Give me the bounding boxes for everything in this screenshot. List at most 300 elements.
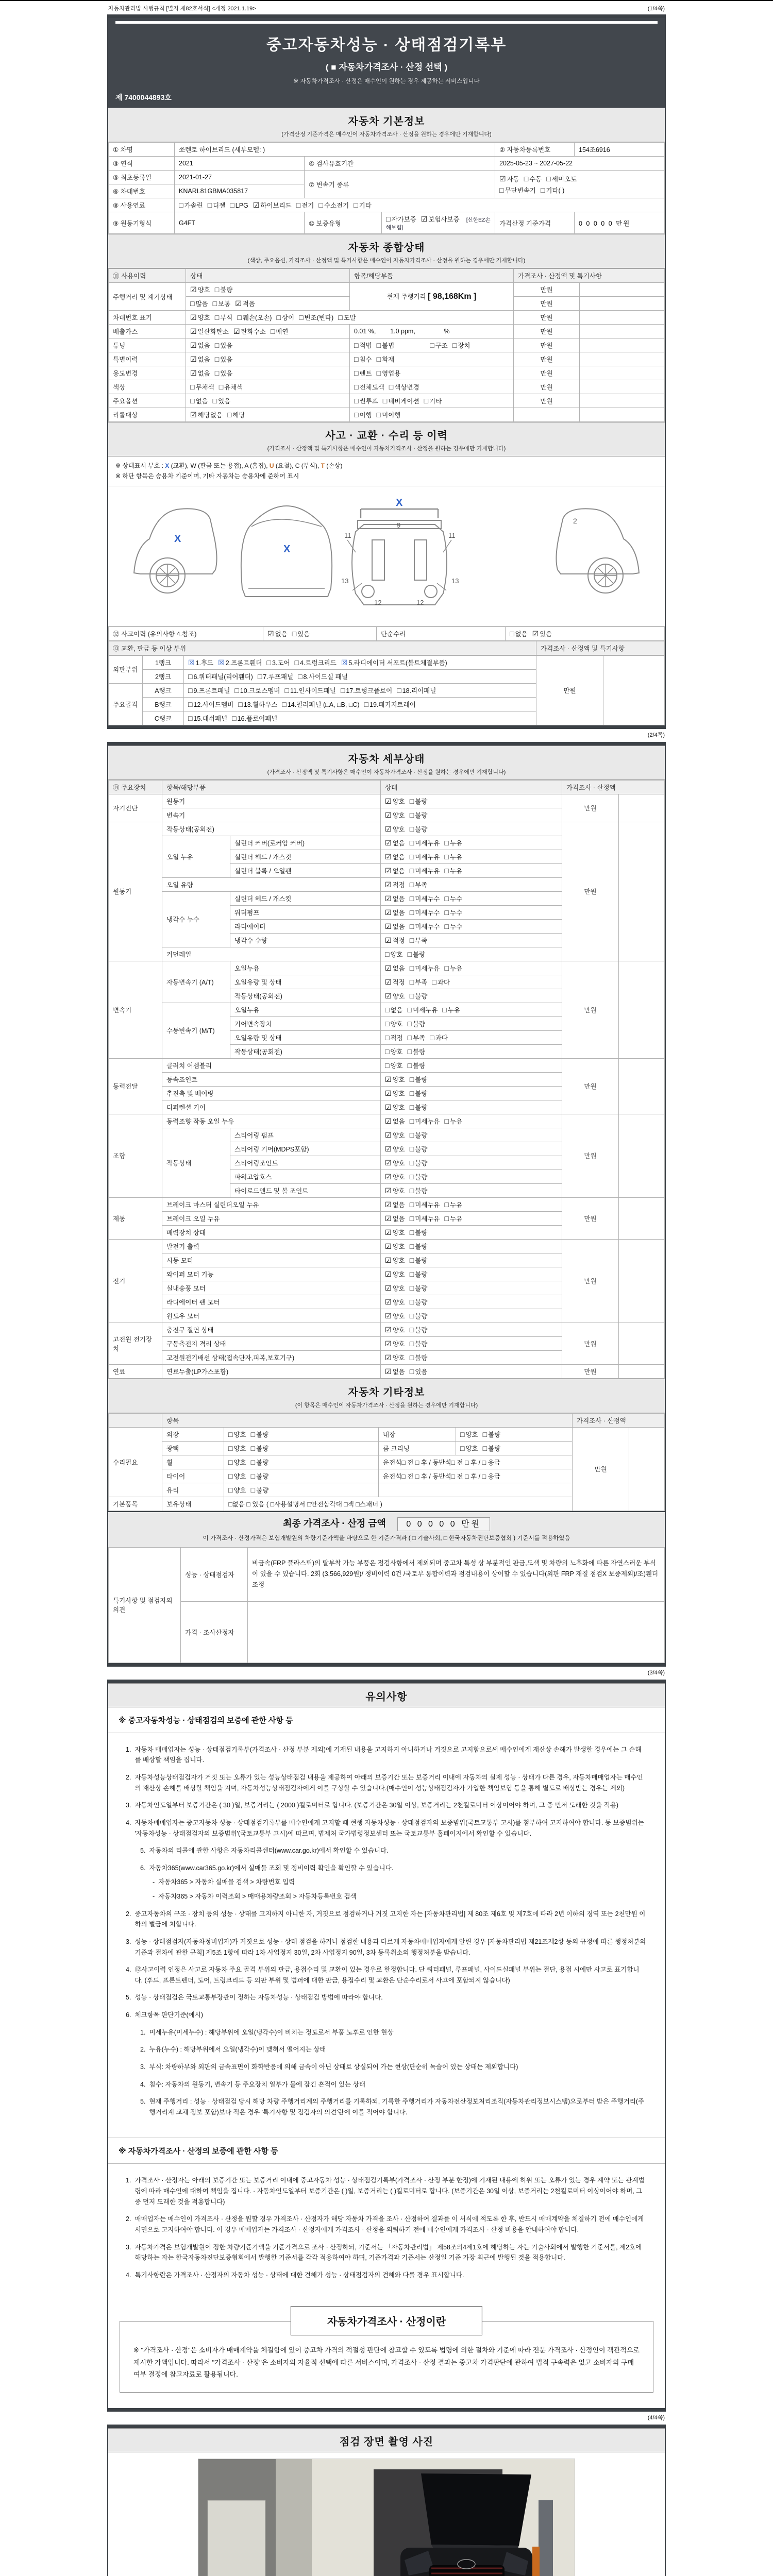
state-options (381, 1239, 562, 1253)
checkbox-empty-icon: □ (294, 658, 299, 667)
checkbox-option: ☑ 하이브리드 (253, 201, 292, 209)
car-outline-views-svg (113, 490, 660, 619)
checkbox-empty-icon: □ (228, 1485, 233, 1494)
row-value: 쏘렌토 하이브리드 (세부모델: ) (175, 143, 495, 157)
checkbox-option: ☑ 없음 (385, 1367, 405, 1376)
checkbox-empty-icon: □ (409, 1325, 414, 1334)
state-options (381, 1267, 562, 1281)
item-label: 외장 (162, 1427, 224, 1441)
remark-cell (580, 283, 665, 297)
checkbox-option: □ 미세누유 (409, 963, 440, 972)
state-options (381, 863, 562, 877)
state-options (381, 1170, 562, 1183)
checkbox-option: □ 양호 (228, 1485, 246, 1494)
row-label: 차대번호 표기 (109, 311, 186, 325)
checkbox-option: □ 15.대쉬패널 (188, 714, 228, 722)
state-options (381, 1142, 562, 1156)
price-cell: 만원 (514, 311, 580, 325)
diagram-number-13b: 13 (451, 577, 459, 585)
checkbox-empty-icon: □ (179, 201, 183, 209)
remark-cell (619, 822, 665, 961)
checkbox-option: ☑ 없음 (385, 838, 405, 847)
remark-cell (629, 1427, 665, 1511)
checkbox-empty-icon: □ (354, 383, 359, 391)
simple-repair-options (506, 626, 665, 640)
item-label: 오일유량 및 상태 (230, 1030, 381, 1044)
checkbox-option: □ 불량 (409, 1144, 428, 1153)
state-options (224, 1441, 379, 1455)
notice-block2-header: ※ 자동차가격조사 · 산정의 보증에 관한 사항 등 (108, 2138, 665, 2164)
checkbox-empty-icon: □ (376, 369, 381, 377)
row-label: ⑩ 보증유형 (305, 212, 382, 234)
checkbox-empty-icon: □ (354, 201, 358, 209)
remark-cell (603, 655, 665, 725)
remark-cell (580, 325, 665, 338)
state-options (381, 1211, 562, 1225)
checkbox-empty-icon: □ (409, 796, 414, 805)
item-label: 워터펌프 (230, 905, 381, 919)
checkbox-checked-icon: ☑ (385, 1367, 392, 1376)
checkbox-option: ☑ 양호 (385, 1172, 405, 1181)
detail-header-row: ⑭ 주요장치 항목/해당부품 상태 가격조사 · 산정액 (109, 780, 665, 794)
item-label: 실린더 블록 / 오일팬 (230, 863, 381, 877)
page-indicator: (4/4쪽) (647, 2414, 665, 2421)
item-label: 파워고압호스 (230, 1170, 381, 1183)
checkbox-empty-icon: □ (385, 1061, 390, 1070)
checkbox-option: ☑ 양호 (385, 1297, 405, 1306)
checkbox-empty-icon: □ (234, 686, 239, 694)
checkbox-option: □ 양호 (228, 1444, 246, 1452)
checkbox-option: □ 영업용 (376, 369, 401, 377)
detail-row (109, 1239, 665, 1253)
item-label: 스티어링 펌프 (230, 1128, 381, 1142)
checkbox-option: □ 17.트렁크플로어 (340, 686, 393, 694)
item-label: 타이로드엔드 및 볼 조인트 (230, 1183, 381, 1197)
item-label: 고전원전기배선 상태(접속단자,피복,보호기구) (162, 1350, 381, 1364)
state-options (381, 1114, 562, 1128)
checkbox-option: ☑ 적정 (385, 977, 405, 986)
state-options (381, 891, 562, 905)
notice-item: 6. 체크항목 판단기준(예시) (126, 2011, 203, 2019)
overall-row (109, 408, 665, 422)
checkbox-empty-icon: □ (407, 950, 412, 958)
photo-front-svg (198, 2459, 575, 2576)
checkbox-empty-icon: □ (409, 908, 414, 917)
checkbox-option: □ 이행 (354, 411, 372, 419)
checkbox-option: ☑ 해당없음 (190, 411, 223, 419)
state-code-A: A (244, 462, 248, 469)
checkbox-option: ☑ 없음 (190, 341, 210, 349)
checkbox-empty-icon: □ (409, 880, 414, 889)
checkbox-empty-icon: □ (376, 341, 381, 349)
checkbox-empty-icon: □ (214, 341, 220, 349)
price-cell: 만원 (562, 1058, 619, 1114)
checkbox-option: □ 미세누유 (409, 838, 440, 847)
notice-item: 5. 성능 · 상태점검은 국토교통부장관이 정하는 자동차성능 · 상태점검 방법에 따라야 합니다. (126, 1994, 383, 2002)
row-label: 색상 (109, 380, 186, 394)
checkbox-checked-icon: ☑ (385, 1158, 392, 1167)
checkbox-option: □ 불량 (409, 1228, 428, 1236)
checkbox-checked-icon: ☑ (532, 629, 539, 638)
detail-row (109, 822, 665, 836)
checkbox-option: □ 양호 (228, 1471, 246, 1480)
checkbox-checked-icon: ☑ (385, 796, 392, 805)
panel-items (184, 683, 536, 697)
checkbox-checked-icon: ☑ (385, 1116, 392, 1125)
inspection-photo-front (198, 2459, 575, 2576)
item-label: 룸 크리닝 (379, 1441, 456, 1455)
checkbox-empty-icon: □ (444, 1116, 449, 1125)
checkbox-option: □ 불량 (409, 991, 428, 1000)
checkbox-option: □ 가솔린 (179, 201, 203, 209)
row-label: ③ 연식 (109, 157, 175, 171)
item-label: 브레이크 오일 누유 (162, 1211, 381, 1225)
state-options (381, 1100, 562, 1114)
checkbox-empty-icon: □ (354, 355, 359, 363)
item-label: 라디에이터 팬 모터 (162, 1295, 381, 1309)
checkbox-option: □ 렌트 (354, 369, 372, 377)
checkbox-option: □ 보통 (212, 299, 231, 308)
checkbox-option: □ 변조(변타) (299, 313, 334, 321)
item-options: □없음 □ 있음 ( □사용설명서 □안전삼각대 □잭 □스패너 ) (224, 1497, 573, 1511)
table-row (109, 198, 665, 212)
item-group-label: 냉각수 누수 (162, 891, 230, 947)
checkbox-empty-icon: □ (385, 1005, 390, 1014)
checkbox-empty-icon: □ (228, 1444, 233, 1452)
checkbox-empty-icon: □ (409, 1186, 414, 1195)
item-label: 실내송풍 모터 (162, 1281, 381, 1295)
notice-item: 4. ⑫사고이력 인정은 사고로 자동차 주요 골격 부위의 판금, 용접수리 및 교환이 있는 경우로 한정합니다. 단 쿼터패널, 루프패널, 사이드실패널 부위는 절단, 용접 시에만 사고로 표기합니다. (후드, 프론트펜더, 도어, 트렁크리드 등 외판 부위 및 범퍼에 대한 판금, 용접수리 및 교환은 단순수리로서 사고에 포함되지 않습니다) (126, 1966, 640, 1984)
checkbox-empty-icon: □ (228, 1430, 233, 1438)
panel-items (184, 697, 536, 711)
checkbox-option: □ 수소전기 (318, 201, 349, 209)
state-code-C: C (295, 462, 300, 469)
checkbox-option: ☑ 양호 (190, 285, 210, 294)
checkbox-option: □ 양호 (228, 1430, 246, 1438)
checkbox-option: □ 미세누유 (409, 1200, 440, 1209)
price-cell: 만원 (514, 325, 580, 338)
checkbox-empty-icon: □ (444, 894, 449, 903)
mileage-cell: 현재 주행거리 [ 98,168Km ] (350, 283, 514, 311)
checkbox-checked-icon: ☑ (385, 1256, 392, 1264)
overall-state-note: (색상, 주요옵션, 가격조사 · 산정액 및 특기사항은 매수인이 자동차가격조사 · 산정을 원하는 경우에만 기재합니다) (247, 258, 526, 264)
checkbox-option: □ 불량 (409, 1103, 428, 1111)
notice-item: 3. 자동차인도일부터 보증기간은 ( 30 )일, 보증거리는 ( 2000 )킬로미터로 합니다. (보증기간은 30일 이상, 보증거리는 2천킬로미터 이상이어야 하며, 그 중 먼저 도래한 것을 적용) (126, 1802, 619, 1809)
checkbox-checked-icon: ☑ (385, 1200, 392, 1209)
accident-history-note: (가격조사 · 산정액 및 특기사항은 매수인이 자동차가격조사 · 산정을 원하는 경우에만 기재합니다) (267, 446, 506, 452)
final-price-label: 최종 가격조사 · 산정 금액 (283, 1518, 386, 1529)
price-cell: 만원 (562, 961, 619, 1058)
checkbox-option: ☑ 없음 (385, 963, 405, 972)
checkbox-option: □ 전체도색 (354, 383, 384, 391)
checkbox-option: □ 있음 (214, 341, 233, 349)
row-label: 가격산정 기준가격 (495, 212, 575, 234)
checkbox-empty-icon: □ (424, 397, 429, 405)
checkbox-empty-icon: □ (409, 1200, 414, 1209)
row-value: 2021-01-27 (175, 171, 305, 184)
checkbox-empty-icon: □ (282, 700, 287, 708)
price-cell: 만원 (514, 297, 580, 311)
checkbox-empty-icon: □ (409, 1130, 414, 1139)
checkbox-option: □ 불량 (409, 1158, 428, 1167)
remark-cell (619, 1323, 665, 1364)
detail-row (109, 961, 665, 975)
basic-info-table (108, 142, 665, 234)
state-options (381, 1350, 562, 1364)
accident-history-header (108, 422, 665, 456)
checkbox-option: □ 기타( ) (540, 185, 565, 194)
row-value: 2025-05-23 ~ 2027-05-22 (495, 157, 665, 171)
checkbox-option: ☑ 없음 (267, 629, 288, 638)
state-options (381, 794, 562, 808)
remark-cell (619, 1114, 665, 1197)
price-cell: 만원 (514, 283, 580, 297)
item-label: 보유상태 (162, 1497, 224, 1511)
checkbox-option: □ 불량 (409, 1269, 428, 1278)
checkbox-checked-icon: ☑ (385, 1297, 392, 1306)
remark-cell (580, 408, 665, 422)
checkbox-option: □ 18.리어패널 (397, 686, 436, 694)
device-label: 제동 (109, 1197, 162, 1239)
price-cell (514, 408, 580, 422)
checkbox-empty-icon: □ (409, 922, 414, 930)
checkbox-option: ☑ 양호 (385, 1242, 405, 1250)
checkbox-option: □ 10.크로스멤버 (234, 686, 280, 694)
checkbox-empty-icon: □ (409, 1283, 414, 1292)
item-label: 실린더 커버(로커암 커버) (230, 836, 381, 850)
checkbox-empty-icon: □ (228, 1471, 233, 1480)
device-label: 전기 (109, 1239, 162, 1323)
checkbox-option: □ 불량 (409, 1256, 428, 1264)
checkbox-option: □ 3.도어 (266, 658, 290, 667)
checkbox-option: □ 있음 (409, 1367, 428, 1376)
state-options (186, 297, 350, 311)
notice-item: 4. 침수: 자동차의 원동기, 변속기 등 주요장치 일부가 물에 잠긴 흔적이 있는 상태 (140, 2080, 365, 2088)
row-label: 주행거리 및 계기상태 (109, 283, 186, 311)
price-column-head: 가격조사 · 산정액 및 특기사항 (536, 641, 665, 655)
pricing-info-title: 자동차가격조사 · 산정이란 (291, 2306, 482, 2335)
checkbox-option: □ 없음 (510, 629, 528, 638)
checkbox-empty-icon: □ (276, 313, 281, 321)
checkbox-empty-icon: □ (385, 1033, 390, 1042)
checkbox-checked-icon: ☑ (385, 810, 392, 819)
detail-row (109, 1114, 665, 1128)
checkbox-option: ☒ 1.후드 (188, 658, 214, 667)
pricing-info-box (120, 2316, 653, 2392)
price-cell: 만원 (514, 366, 580, 380)
notice-item: 4. 자동차매매업자는 중고자동차 성능 · 상태점검기록부를 매수인에게 고지할 때 현행 자동차성능 · 상태점검자의 보증범위(국토교통부 고시)를 첨부하여 고지하여야 합니다. 동 보증범위는 '자동차성능 · 상태점검자의 보증범위'(국토교통부 고시)에 따르며, 법제처 국가법령정보센터 또는 국토교통부 홈페이지에서 확인할 수 있습니다. (126, 1819, 644, 1837)
checkbox-empty-icon: □ (230, 201, 234, 209)
checkbox-empty-icon: □ (510, 629, 514, 638)
checkbox-option: □ 불량 (409, 1242, 428, 1250)
checkbox-empty-icon: □ (214, 355, 220, 363)
checkbox-empty-icon: □ (354, 369, 359, 377)
checkbox-option: □ 누유 (444, 838, 463, 847)
diagram-number-2: 2 (573, 516, 577, 525)
checkbox-option: ☒ 2.프론트휀더 (218, 658, 262, 667)
checkbox-empty-icon: □ (250, 1458, 256, 1466)
checkbox-option: □ 불량 (409, 810, 428, 819)
row-label: ⑥ 차대번호 (109, 184, 175, 198)
form-rule-reference: 자동차관리법 시행규칙 [별지 제82호서식] <개정 2021.1.19> (108, 6, 256, 12)
notice-item: 5. 자동차의 리콜에 관한 사항은 자동차리콜센터(www.car.go.kr)에서 확인할 수 있습니다. (140, 1847, 389, 1855)
notice-item: 1. 가격조사 · 산정자는 아래의 보증기간 또는 보증거리 이내에 중고자동차 성능 · 상태점검기록부(가격조사 · 산정 부분 한정)에 기재된 내용에 허위 또는 오류가 있는 경우 계약 또는 관계법령에 따라 매수인에 대하여 책임을 집니다. · 자동차인도일부터 보증기간은 ( )일, 보증거리는 ( )킬로미터로 합니다. (보증기간은 30일 이상, 보증거리는 2천킬로미터 이상이어야 하며, 그 중 먼저 도래한 것을 적용합니다) (126, 2177, 645, 2206)
remark-cell (580, 380, 665, 394)
diagram-number-13: 13 (341, 577, 349, 585)
underbody-outline (352, 524, 447, 605)
checkbox-option: □ 8.사이드실 패널 (298, 672, 348, 681)
checkbox-empty-icon: □ (397, 686, 401, 694)
checkbox-option: □ 불량 (409, 1075, 428, 1083)
checkbox-option: □ 불량 (409, 1089, 428, 1097)
checkbox-empty-icon: □ (409, 1353, 414, 1362)
accident-flag-table (108, 626, 665, 641)
checkbox-empty-icon: □ (409, 1172, 414, 1181)
checkbox-option: □ 미세누유 (407, 1005, 438, 1014)
checkbox-empty-icon: □ (190, 383, 195, 391)
checkbox-empty-icon: □ (409, 1242, 414, 1250)
checkbox-option: □ 부족 (409, 880, 428, 889)
legend-note: ※ 하단 항목은 승용차 기준이며, 기타 자동차는 승용차에 준하여 표시 (115, 472, 299, 480)
overall-state-table (108, 268, 665, 422)
checkbox-empty-icon: □ (188, 686, 193, 694)
remark-cell (619, 1239, 665, 1323)
etc-info-note: (이 항목은 매수인이 자동차가격조사 · 산정을 원하는 경우에만 기재합니다) (295, 1402, 478, 1409)
etc-header-row: 항목 가격조사 · 산정액 (109, 1413, 665, 1427)
checkbox-option: □ 11.인사이드패널 (284, 686, 336, 694)
checkbox-option: □ 장치 (452, 341, 470, 349)
checkbox-checked-icon: ☑ (385, 977, 392, 986)
state-options (381, 850, 562, 863)
item-label: 디퍼렌셜 기어 (162, 1100, 381, 1114)
remark-cell (619, 794, 665, 822)
checkbox-option: ☑ 양호 (385, 1130, 405, 1139)
row-label: ① 차명 (109, 143, 175, 157)
checkbox-option: □ 자가보증 (386, 215, 416, 223)
checkbox-empty-icon: □ (409, 1144, 414, 1153)
rank-label: 2랭크 (143, 669, 184, 683)
state-options (381, 1364, 562, 1378)
checkbox-option: ☑ 양호 (385, 824, 405, 833)
checkbox-option: □ 불량 (409, 1186, 428, 1195)
checkbox-empty-icon: □ (190, 299, 195, 308)
checkbox-option: □ 전기 (296, 201, 314, 209)
row-value: G4FT (175, 212, 305, 234)
checkbox-option: ☑ 양호 (385, 1158, 405, 1167)
checkbox-empty-icon: □ (430, 341, 434, 349)
checkbox-checked-icon: ☑ (385, 1269, 392, 1278)
row-label: 단순수리 (377, 626, 506, 640)
checkbox-option: □ 불량 (409, 1353, 428, 1362)
checkbox-empty-icon: □ (250, 1471, 256, 1480)
state-options (456, 1441, 573, 1455)
checkbox-option: ☑ 적정 (385, 880, 405, 889)
remark-cell (619, 1364, 665, 1378)
state-options (381, 836, 562, 850)
state-options (381, 1183, 562, 1197)
checkbox-option: □ 미세누유 (409, 852, 440, 861)
state-options (381, 947, 562, 961)
checkbox-empty-icon: □ (409, 838, 414, 847)
checkbox-option: □ 미이행 (376, 411, 401, 419)
checkbox-option: □ 부족 (409, 977, 428, 986)
checkbox-option: □ 해당 (227, 411, 245, 419)
checkbox-option: □ 썬루프 (354, 397, 378, 405)
checkbox-option: ☑ 없음 (385, 894, 405, 903)
item-options (350, 338, 514, 352)
table-row (109, 641, 665, 655)
checkbox-option: □ 미세누수 (409, 894, 440, 903)
checkbox-empty-icon: □ (207, 201, 212, 209)
checkbox-option: ☑ 없음 (385, 1116, 405, 1125)
checkbox-option: □ 부족 (409, 936, 428, 944)
price-cell: 만원 (562, 1364, 619, 1378)
checkbox-empty-icon: □ (409, 1089, 414, 1097)
price-cell: 만원 (562, 1323, 619, 1364)
checkbox-empty-icon: □ (212, 397, 217, 405)
checkbox-option: □ 적정 (385, 1033, 403, 1042)
checkbox-empty-icon: □ (284, 686, 289, 694)
notice-item: 6. 자동차365(www.car365.go.kr)에서 실매물 조회 및 정비이력 확인을 확인할 수 있습니다. (140, 1864, 394, 1872)
exchange-label: ⑬ 교환, 판금 등 이상 부위 (109, 641, 536, 655)
checkbox-option: ☑ 양호 (385, 1283, 405, 1292)
item-label: 내장 (379, 1427, 456, 1441)
checkbox-option: □ 불량 (482, 1444, 501, 1452)
checkbox-option: □ 불량 (214, 285, 233, 294)
state-options (381, 1086, 562, 1100)
state-options (224, 1427, 379, 1441)
checkbox-option: □ 불량 (250, 1471, 269, 1480)
checkbox-empty-icon: □ (407, 1005, 412, 1014)
item-label: 작동상태(공회전) (230, 989, 381, 1003)
item-label: 타이어 (162, 1469, 224, 1483)
checkbox-empty-icon: □ (364, 700, 369, 708)
checkbox-empty-icon: □ (354, 341, 359, 349)
price-cell: 만원 (536, 655, 603, 725)
checkbox-empty-icon: □ (376, 355, 381, 363)
notice-block2-body (108, 2164, 665, 2300)
page-3 (107, 1680, 666, 2412)
checkbox-option: ☑ 적정 (385, 936, 405, 944)
title-block (108, 18, 665, 108)
checkbox-option: □ 불량 (409, 796, 428, 805)
price-cell: 만원 (573, 1427, 629, 1511)
state-options (186, 311, 514, 325)
checkbox-checked-icon: ☑ (385, 866, 392, 875)
rank-label: 1랭크 (143, 655, 184, 669)
checkbox-option: ☑ 없음 (190, 369, 210, 377)
checkbox-empty-icon: □ (409, 1311, 414, 1320)
checkbox-checked-icon: ☑ (421, 215, 428, 223)
checkbox-checked-icon: ☑ (385, 1172, 392, 1181)
device-label: 자기진단 (109, 794, 162, 822)
inspector-type: 성능 · 상태점검자 (181, 1547, 248, 1601)
checkbox-empty-icon: □ (296, 201, 301, 209)
checkbox-empty-icon: □ (385, 950, 390, 958)
item-group-label: 오일 누유 (162, 836, 230, 877)
checkbox-checked-icon: ☑ (499, 174, 506, 183)
checkbox-option: □ 양호 (385, 1019, 403, 1028)
item-label: 실린더 헤드 / 개스킷 (230, 891, 381, 905)
checkbox-checked-icon: ☑ (253, 201, 260, 209)
accident-history-options (263, 626, 377, 640)
document-subtitle: ( ■ 자동차가격조사 · 산정 선택 ) (325, 62, 448, 72)
device-label: 조향 (109, 1114, 162, 1197)
overall-row (109, 283, 665, 297)
checkbox-option: □ 누수 (444, 908, 463, 917)
item-options (350, 408, 514, 422)
item-label: 오일 유량 (162, 877, 381, 891)
